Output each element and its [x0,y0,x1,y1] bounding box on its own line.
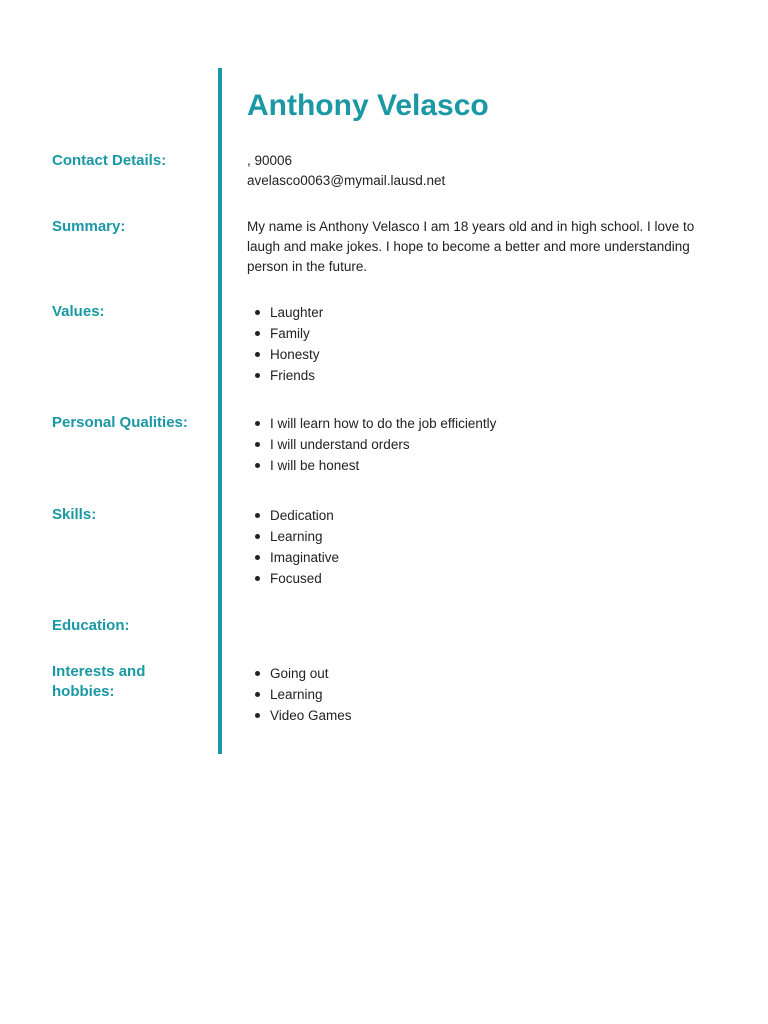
values-list [247,302,707,386]
contact-address: , 90006 [247,153,293,168]
list-item: Learning [247,526,707,547]
list-item: Going out [247,663,707,684]
summary-label: Summary: [52,218,126,235]
contact-details-content [247,151,707,191]
personal-qualities-content [247,413,707,476]
list-item: I will be honest [247,455,707,476]
section-divider [218,68,222,754]
resume-name: Anthony Velasco [247,89,489,122]
values-label: Values: [52,303,105,320]
summary-text: My name is Anthony Velasco I am 18 years old and in high school. I love to laugh and make jokes. I hope to become a better and more understanding person in the future. [247,219,695,274]
list-item: Family [247,323,707,344]
interests-content [247,663,707,726]
interests-list [247,663,707,726]
summary-content [247,217,707,277]
values-content [247,302,707,386]
list-item: I will understand orders [247,434,707,455]
interests-label: Interests and hobbies: [52,663,146,700]
contact-details-label: Contact Details: [52,152,167,169]
list-item: Imaginative [247,547,707,568]
list-item: I will learn how to do the job efficiently [247,413,707,434]
personal-qualities-list [247,413,707,476]
list-item: Laughter [247,302,707,323]
skills-content [247,505,707,589]
personal-qualities-label: Personal Qualities: [52,414,188,431]
list-item: Honesty [247,344,707,365]
list-item: Dedication [247,505,707,526]
skills-list [247,505,707,589]
contact-email: avelasco0063@mymail.lausd.net [247,173,446,188]
list-item: Focused [247,568,707,589]
list-item: Friends [247,365,707,386]
education-label: Education: [52,617,130,634]
list-item: Video Games [247,705,707,726]
list-item: Learning [247,684,707,705]
skills-label: Skills: [52,506,97,523]
